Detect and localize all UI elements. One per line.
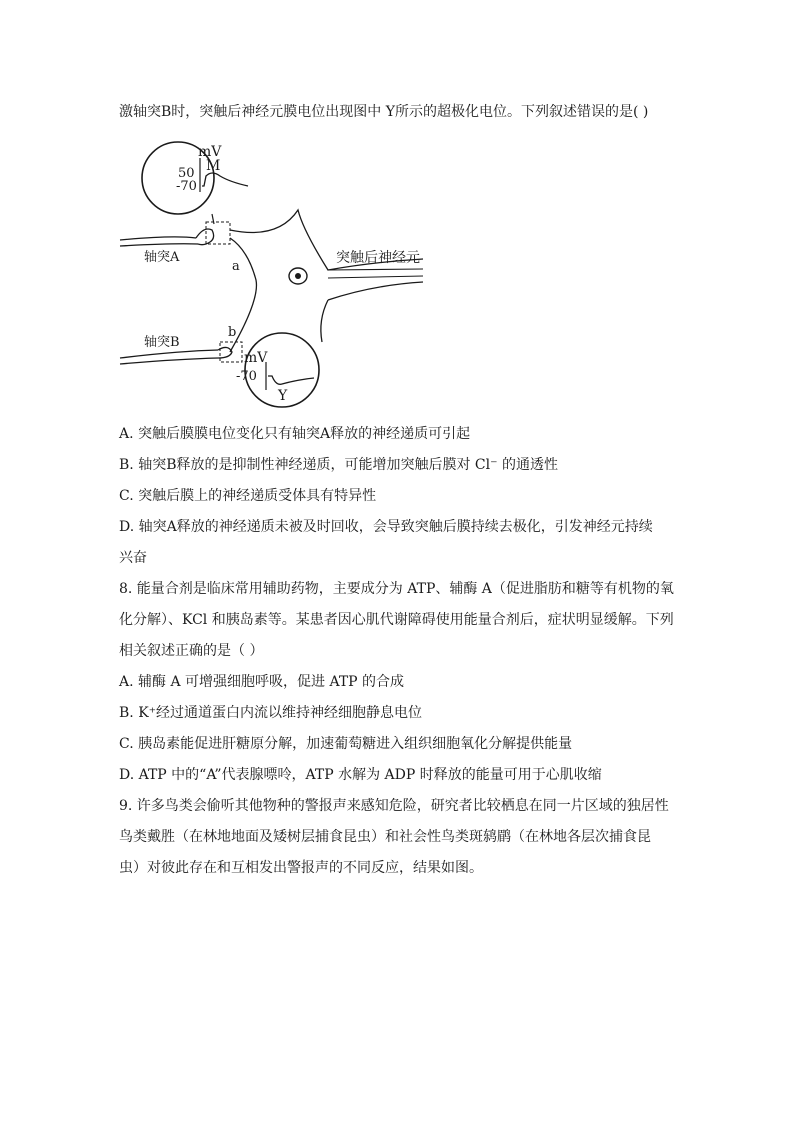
label-axon-A: 轴突A: [144, 250, 180, 265]
q7-option-D-line2: 兴奋: [119, 550, 147, 566]
q8-option-A: A. 辅酶 A 可增强细胞呼吸，促进 ATP 的合成: [119, 674, 405, 690]
neuron-synapse-figure: [118, 130, 438, 415]
value-neg70-bottom: -70: [236, 369, 257, 384]
q7-stem-tail: 激轴突B时，突触后神经元膜电位出现图中 Y所示的超极化电位。下列叙述错误的是( ): [119, 104, 649, 120]
trace-M: [202, 173, 248, 186]
label-postsynaptic-neuron: 突触后神经元: [336, 250, 420, 266]
terminal-A: [196, 229, 214, 245]
synapse-box-b: [220, 342, 242, 362]
q7-option-C: C. 突触后膜上的神经递质受体具有特异性: [119, 488, 377, 504]
value-neg70-top: -70: [176, 179, 197, 194]
q9-stem-line2: 鸟类戴胜（在林地地面及矮树层捕食昆虫）和社会性鸟类斑鸫鹛（在林地各层次捕食昆: [119, 829, 651, 845]
trace-Y: [268, 376, 314, 384]
label-a: a: [232, 259, 240, 274]
q7-option-B: B. 轴突B释放的是抑制性神经递质，可能增加突触后膜对 Cl⁻ 的通透性: [119, 457, 558, 473]
synapse-box-a: [206, 222, 230, 244]
neuron-outline-right: [328, 282, 423, 300]
q7-option-D-line1: D. 轴突A释放的神经递质未被及时回收，会导致突触后膜持续去极化，引发神经元持续: [119, 519, 653, 535]
q8-stem-line1: 8. 能量合剂是临床常用辅助药物，主要成分为 ATP、辅酶 A（促进脂肪和糖等有机物的氧: [119, 581, 674, 597]
mv-label-top: mV: [198, 144, 222, 160]
trace-label-M: M: [206, 158, 221, 174]
q9-stem-line1: 9. 许多鸟类会偷听其他物种的警报声来感知危险，研究者比较栖息在同一片区域的独居性: [119, 798, 669, 814]
q8-option-C: C. 胰岛素能促进肝糖原分解，加速葡萄糖进入组织细胞氧化分解提供能量: [119, 736, 573, 752]
mv-label-bottom: mV: [244, 350, 268, 366]
trace-label-Y: Y: [278, 388, 288, 404]
q8-stem-line3: 相关叙述正确的是（ ）: [119, 643, 264, 659]
q8-stem-line2: 化分解）、KCl 和胰岛素等。某患者因心肌代谢障碍使用能量合剂后，症状明显缓解。下列: [119, 612, 674, 628]
value-50: 50: [178, 166, 195, 181]
q8-option-B: B. K⁺经过通道蛋白内流以维持神经细胞静息电位: [119, 705, 423, 721]
q7-option-A: A. 突触后膜膜电位变化只有轴突A释放的神经递质可引起: [119, 426, 471, 442]
label-b: b: [228, 325, 237, 340]
neuron-outline-bottom: [321, 300, 328, 342]
nucleolus: [295, 273, 301, 279]
postsynaptic-axon: [328, 269, 423, 278]
label-axon-B: 轴突B: [144, 335, 180, 350]
q8-option-D: D. ATP 中的“A”代表腺嘌呤，ATP 水解为 ADP 时释放的能量可用于心肌收缩: [119, 767, 602, 783]
q9-stem-line3: 虫）对彼此存在和互相发出警报声的不同反应，结果如图。: [119, 860, 483, 876]
